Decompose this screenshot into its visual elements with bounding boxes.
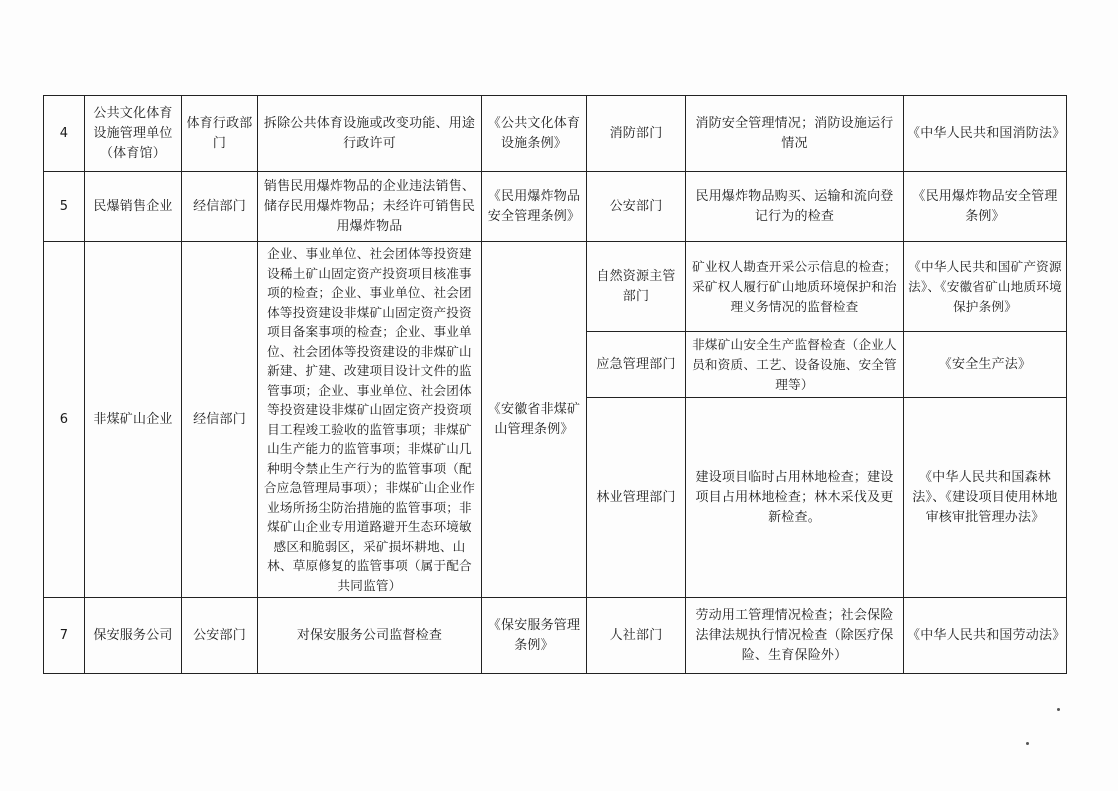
check-content-cell: 民用爆炸物品购买、运输和流向登记行为的检查 [686, 172, 904, 242]
check-law-cell: 《中华人民共和国消防法》 [904, 96, 1067, 172]
table-row [44, 242, 1067, 332]
check-dept-cell: 人社部门 [587, 598, 686, 674]
check-law-cell: 《安全生产法》 [904, 332, 1067, 398]
entity-cell: 民爆销售企业 [85, 172, 182, 242]
entity-cell: 非煤矿山企业 [85, 242, 182, 598]
check-content-cell: 矿业权人勘查开采公示信息的检查；采矿权人履行矿山地质环境保护和治理义务情况的监督检查 [686, 242, 904, 332]
check-content-cell: 非煤矿山安全生产监督检查（企业人员和资质、工艺、设备设施、安全管理等） [686, 332, 904, 398]
lead-dept-cell: 体育行政部门 [182, 96, 258, 172]
basis-cell: 《民用爆炸物品安全管理条例》 [482, 172, 587, 242]
table-row [44, 598, 1067, 674]
check-law-cell: 《中华人民共和国森林法》、《建设项目使用林地审核审批管理办法》 [904, 398, 1067, 598]
check-dept-cell: 公安部门 [587, 172, 686, 242]
check-law-cell: 《中华人民共和国劳动法》 [904, 598, 1067, 674]
lead-dept-cell: 经信部门 [182, 172, 258, 242]
table-row [44, 172, 1067, 242]
matter-cell: 对保安服务公司监督检查 [258, 598, 482, 674]
basis-cell: 《保安服务管理条例》 [482, 598, 587, 674]
joint-inspection-table [43, 95, 1067, 674]
matter-cell: 销售民用爆炸物品的企业违法销售、储存民用爆炸物品；未经许可销售民用爆炸物品 [258, 172, 482, 242]
check-dept-cell: 林业管理部门 [587, 398, 686, 598]
check-content-cell: 建设项目临时占用林地检查；建设项目占用林地检查；林木采伐及更新检查。 [686, 398, 904, 598]
check-content-cell: 消防安全管理情况；消防设施运行情况 [686, 96, 904, 172]
check-dept-cell: 自然资源主管部门 [587, 242, 686, 332]
check-law-cell: 《民用爆炸物品安全管理条例》 [904, 172, 1067, 242]
row-number: 4 [44, 96, 85, 172]
check-dept-cell: 应急管理部门 [587, 332, 686, 398]
basis-cell: 《公共文化体育设施条例》 [482, 96, 587, 172]
entity-cell: 公共文化体育设施管理单位（体育馆） [85, 96, 182, 172]
table-row [44, 96, 1067, 172]
matter-cell: 拆除公共体育设施或改变功能、用途行政许可 [258, 96, 482, 172]
matter-cell: 企业、事业单位、社会团体等投资建设稀土矿山固定资产投资项目核准事项的检查；企业、事业单位、社会团体等投资建设非煤矿山固定资产投资项目备案事项的检查；企业、事业单位、社会团体等投资建设的非煤矿山新建、扩建、改建项目设计文件的监管事项；企业、事业单位、社会团体等投资建设非煤矿山固定资产投资项目工程竣工验收的监管事项；非煤矿山生产能力的监管事项；非煤矿山几种明令禁止生产行为的监管事项（配合应急管理局事项）；非煤矿山企业作业场所扬尘防治措施的监管事项；非煤矿山企业专用道路避开生态环境敏感区和脆弱区，采矿损坏耕地、山林、草原修复的监管事项（属于配合共同监管） [258, 242, 482, 598]
basis-cell: 《安徽省非煤矿山管理条例》 [482, 242, 587, 598]
check-dept-cell: 消防部门 [587, 96, 686, 172]
row-number: 7 [44, 598, 85, 674]
scan-speck [1026, 742, 1029, 745]
scan-speck [1057, 708, 1060, 711]
entity-cell: 保安服务公司 [85, 598, 182, 674]
row-number: 6 [44, 242, 85, 598]
lead-dept-cell: 公安部门 [182, 598, 258, 674]
check-law-cell: 《中华人民共和国矿产资源法》、《安徽省矿山地质环境保护条例》 [904, 242, 1067, 332]
check-content-cell: 劳动用工管理情况检查；社会保险法律法规执行情况检查（除医疗保险、生育保险外） [686, 598, 904, 674]
lead-dept-cell: 经信部门 [182, 242, 258, 598]
row-number: 5 [44, 172, 85, 242]
